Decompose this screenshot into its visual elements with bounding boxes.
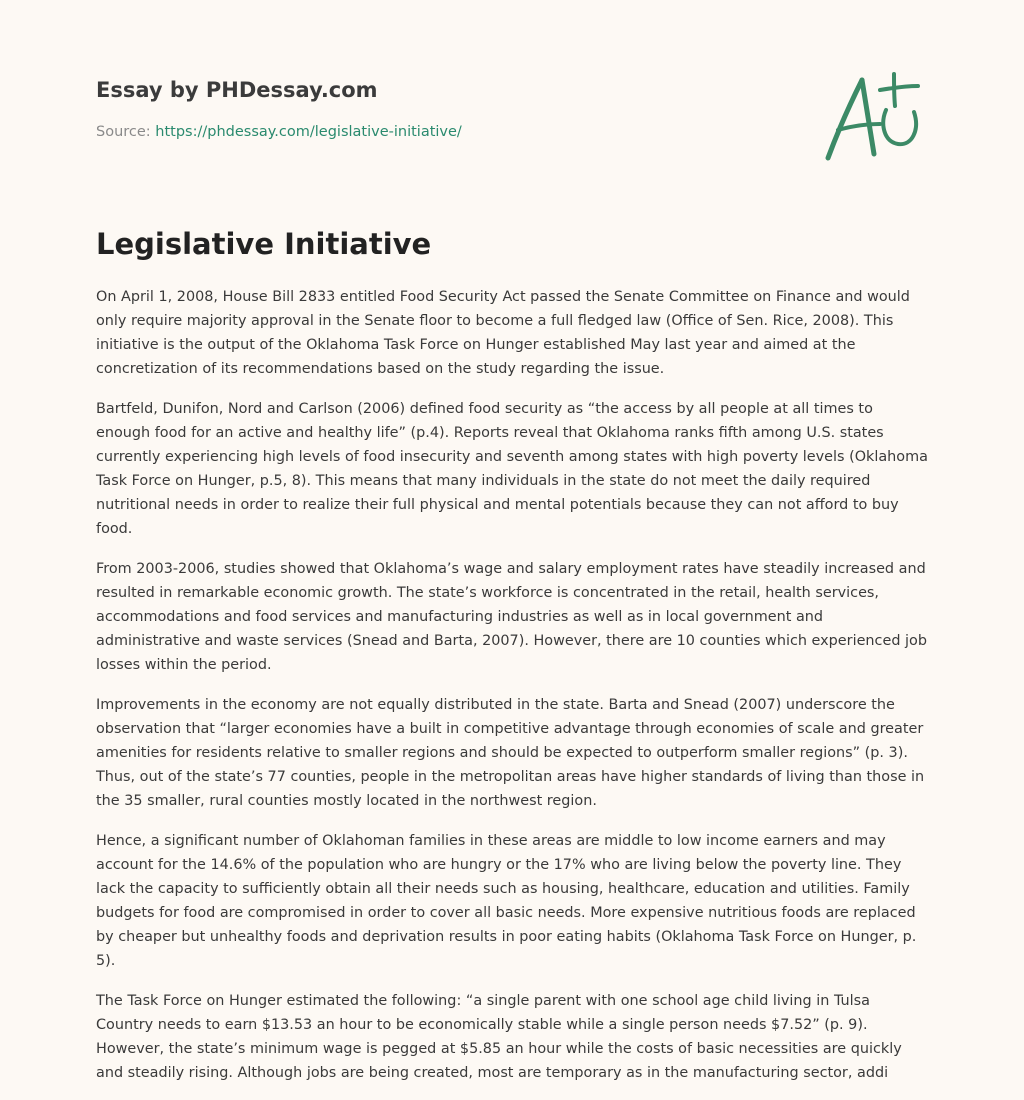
source-link[interactable]: https://phdessay.com/legislative-initiative/ bbox=[155, 124, 462, 140]
paragraph: Hence, a significant number of Oklahoman families in these areas are middle to low income earners and may account for the 14.6% of the population who are hungry or the 17% who are living below the poverty line. They lack the capacity to sufficiently obtain all their needs such as housing, healthcare, education and utilities. Family budgets for food are compromised in order to cover all basic needs. More expensive nutritious foods are replaced by cheaper but unhealthy foods and deprivation results in poor eating habits (Oklahoma Task Force on Hunger, p. 5). bbox=[96, 833, 917, 969]
source-label: Source: bbox=[96, 124, 156, 140]
paragraph: Bartfeld, Dunifon, Nord and Carlson (2006) defined food security as “the access by all people at all times to enough food for an active and healthy life” (p.4). Reports reveal that Oklahoma ranks fifth among U.S. states currently experiencing high levels of food insecurity and seventh among states with high poverty levels (Oklahoma Task Force on Hunger, p.5, 8). This means that many individuals in the state do not meet the daily required nutritional needs in order to realize their full physical and mental potentials because they can not afford to buy food. bbox=[96, 401, 928, 537]
paragraph: The Task Force on Hunger estimated the following: “a single parent with one school age child living in Tulsa Country needs to earn $13.53 an hour to be economically stable while a single person needs $7.52” (p. 9). However, the state’s minimum wage is pegged at $5.85 an hour while the costs of basic necessities are quickly and steadily rising. Although jobs are being created, most are temporary as in the manufacturing sector, addi bbox=[96, 993, 902, 1081]
paragraph: On April 1, 2008, House Bill 2833 entitled Food Security Act passed the Senate Committee on Finance and would only require majority approval in the Senate floor to become a full fledged law (Office of Sen. Rice, 2008). This initiative is the output of the Oklahoma Task Force on Hunger established May last year and aimed at the concretization of its recommendations based on the study regarding the issue. bbox=[96, 289, 910, 377]
essay-title: Legislative Initiative bbox=[96, 227, 432, 261]
site-title: Essay by PHDessay.com bbox=[96, 78, 378, 102]
essay-body bbox=[96, 285, 930, 1100]
page-header bbox=[96, 76, 796, 142]
source-line bbox=[96, 122, 796, 142]
a-plus-logo-icon bbox=[818, 66, 928, 166]
bottom-fade bbox=[0, 1090, 1024, 1100]
paragraph: From 2003-2006, studies showed that Oklahoma’s wage and salary employment rates have steadily increased and resulted in remarkable economic growth. The state’s workforce is concentrated in the retail, health services, accommodations and food services and manufacturing industries as well as in local government and administrative and waste services (Snead and Barta, 2007). However, there are 10 counties which experienced job losses within the period. bbox=[96, 561, 927, 673]
paragraph: Improvements in the economy are not equally distributed in the state. Barta and Snead (2007) underscore the observation that “larger economies have a built in competitive advantage through economies of scale and greater amenities for residents relative to smaller regions and should be expected to outperform smaller regions” (p. 3). Thus, out of the state’s 77 counties, people in the metropolitan areas have higher standards of living than those in the 35 smaller, rural counties mostly located in the northwest region. bbox=[96, 697, 925, 809]
